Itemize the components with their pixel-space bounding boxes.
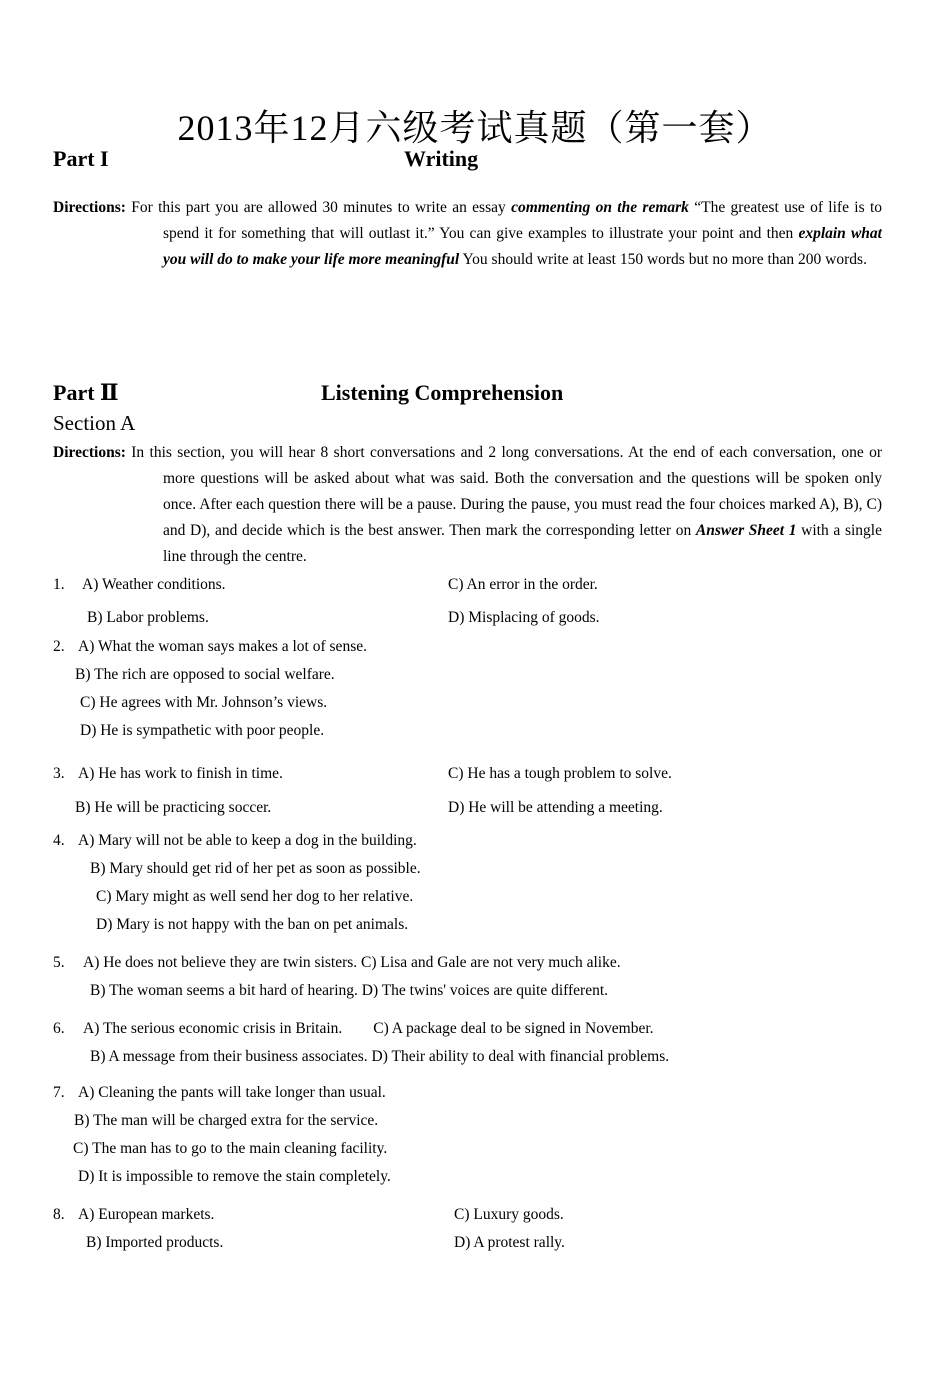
section-heading: Section A (53, 411, 136, 435)
option-d: D) He is sympathetic with poor people. (80, 722, 325, 739)
option-a: A) Weather conditions. (82, 576, 226, 593)
option-line-a: A) He does not believe they are twin sisters. C) Lisa and Gale are not very much alike. (83, 954, 621, 971)
option-d: D) Mary is not happy with the ban on pet animals. (96, 916, 409, 933)
option-c: C) Luxury goods. (454, 1206, 564, 1223)
part1-label: Part I (53, 146, 109, 171)
option-b: B) The man will be charged extra for the service. (74, 1112, 379, 1129)
part1-directions (53, 195, 882, 273)
option-c: C) The man has to go to the main cleaning facility. (73, 1140, 388, 1157)
option-d: D) It is impossible to remove the stain completely. (78, 1168, 391, 1185)
option-a: A) He has work to finish in time. (78, 765, 283, 782)
part2-label: Part Ⅱ (53, 380, 119, 405)
option-d: D) A protest rally. (454, 1234, 565, 1251)
directions-text: You should write at least 150 words but no more than 200 words. (459, 251, 867, 268)
part2-directions (53, 440, 882, 570)
option-a: A) Cleaning the pants will take longer than usual. (78, 1084, 386, 1101)
directions-label: Directions: (53, 199, 126, 216)
option-d: D) Misplacing of goods. (448, 609, 600, 626)
option-a: A) Mary will not be able to keep a dog in the building. (78, 832, 417, 849)
option-c: C) He agrees with Mr. Johnson’s views. (80, 694, 328, 711)
option-c: C) Mary might as well send her dog to her relative. (96, 888, 414, 905)
option-line-b: B) The woman seems a bit hard of hearing. D) The twins' voices are quite different. (90, 982, 609, 999)
option-b: B) He will be practicing soccer. (75, 799, 272, 816)
question-number: 1. (53, 576, 65, 593)
option-b: B) Mary should get rid of her pet as soon as possible. (90, 860, 421, 877)
option-line-a: A) The serious economic crisis in Britain. C) A package deal to be signed in November. (83, 1020, 654, 1037)
question-number: 3. (53, 765, 65, 782)
option-b: B) Imported products. (86, 1234, 224, 1251)
part1-name: Writing (404, 146, 479, 171)
question-number: 2. (53, 638, 65, 655)
question-number: 7. (53, 1084, 65, 1101)
option-d: D) He will be attending a meeting. (448, 799, 663, 816)
option-c: C) He has a tough problem to solve. (448, 765, 672, 782)
part2-name: Listening Comprehension (321, 380, 564, 405)
question-number: 5. (53, 954, 65, 971)
option-c: C) An error in the order. (448, 576, 598, 593)
page-title: 2013年12月六级考试真题（第一套） (177, 108, 773, 148)
question-number: 8. (53, 1206, 65, 1223)
directions-emphasis: commenting on the remark (511, 199, 689, 216)
option-a: A) What the woman says makes a lot of sense. (78, 638, 367, 655)
option-b: B) The rich are opposed to social welfare. (75, 666, 335, 683)
option-b: B) Labor problems. (87, 609, 209, 626)
directions-emphasis: Answer Sheet 1 (695, 522, 797, 539)
option-line-b: B) A message from their business associates. D) Their ability to deal with financial problems. (90, 1048, 670, 1065)
option-a: A) European markets. (78, 1206, 215, 1223)
directions-text: In this section, you will hear 8 short conversations and 2 long conversations. At the end of each conversation, one or more questions will be asked about what was said. Both the conversation and the questions will be spoken only once. After each question there will be a pause. During the pause, you must read the four choices marked A), B), C) and D), and decide which is the best answer. Then mark the corresponding letter on (125, 444, 882, 539)
directions-text: “The greatest use of life is to spend it for something that will outlast it.” You can give examples to illustrate your point and then (163, 199, 882, 242)
directions-text: with a single line through the centre. (163, 522, 882, 565)
question-number: 6. (53, 1020, 65, 1037)
directions-label: Directions: (53, 444, 126, 461)
directions-emphasis: explain what you will do to make your life more meaningful (163, 225, 882, 268)
question-number: 4. (53, 832, 65, 849)
directions-text: For this part you are allowed 30 minutes to write an essay (125, 199, 512, 216)
